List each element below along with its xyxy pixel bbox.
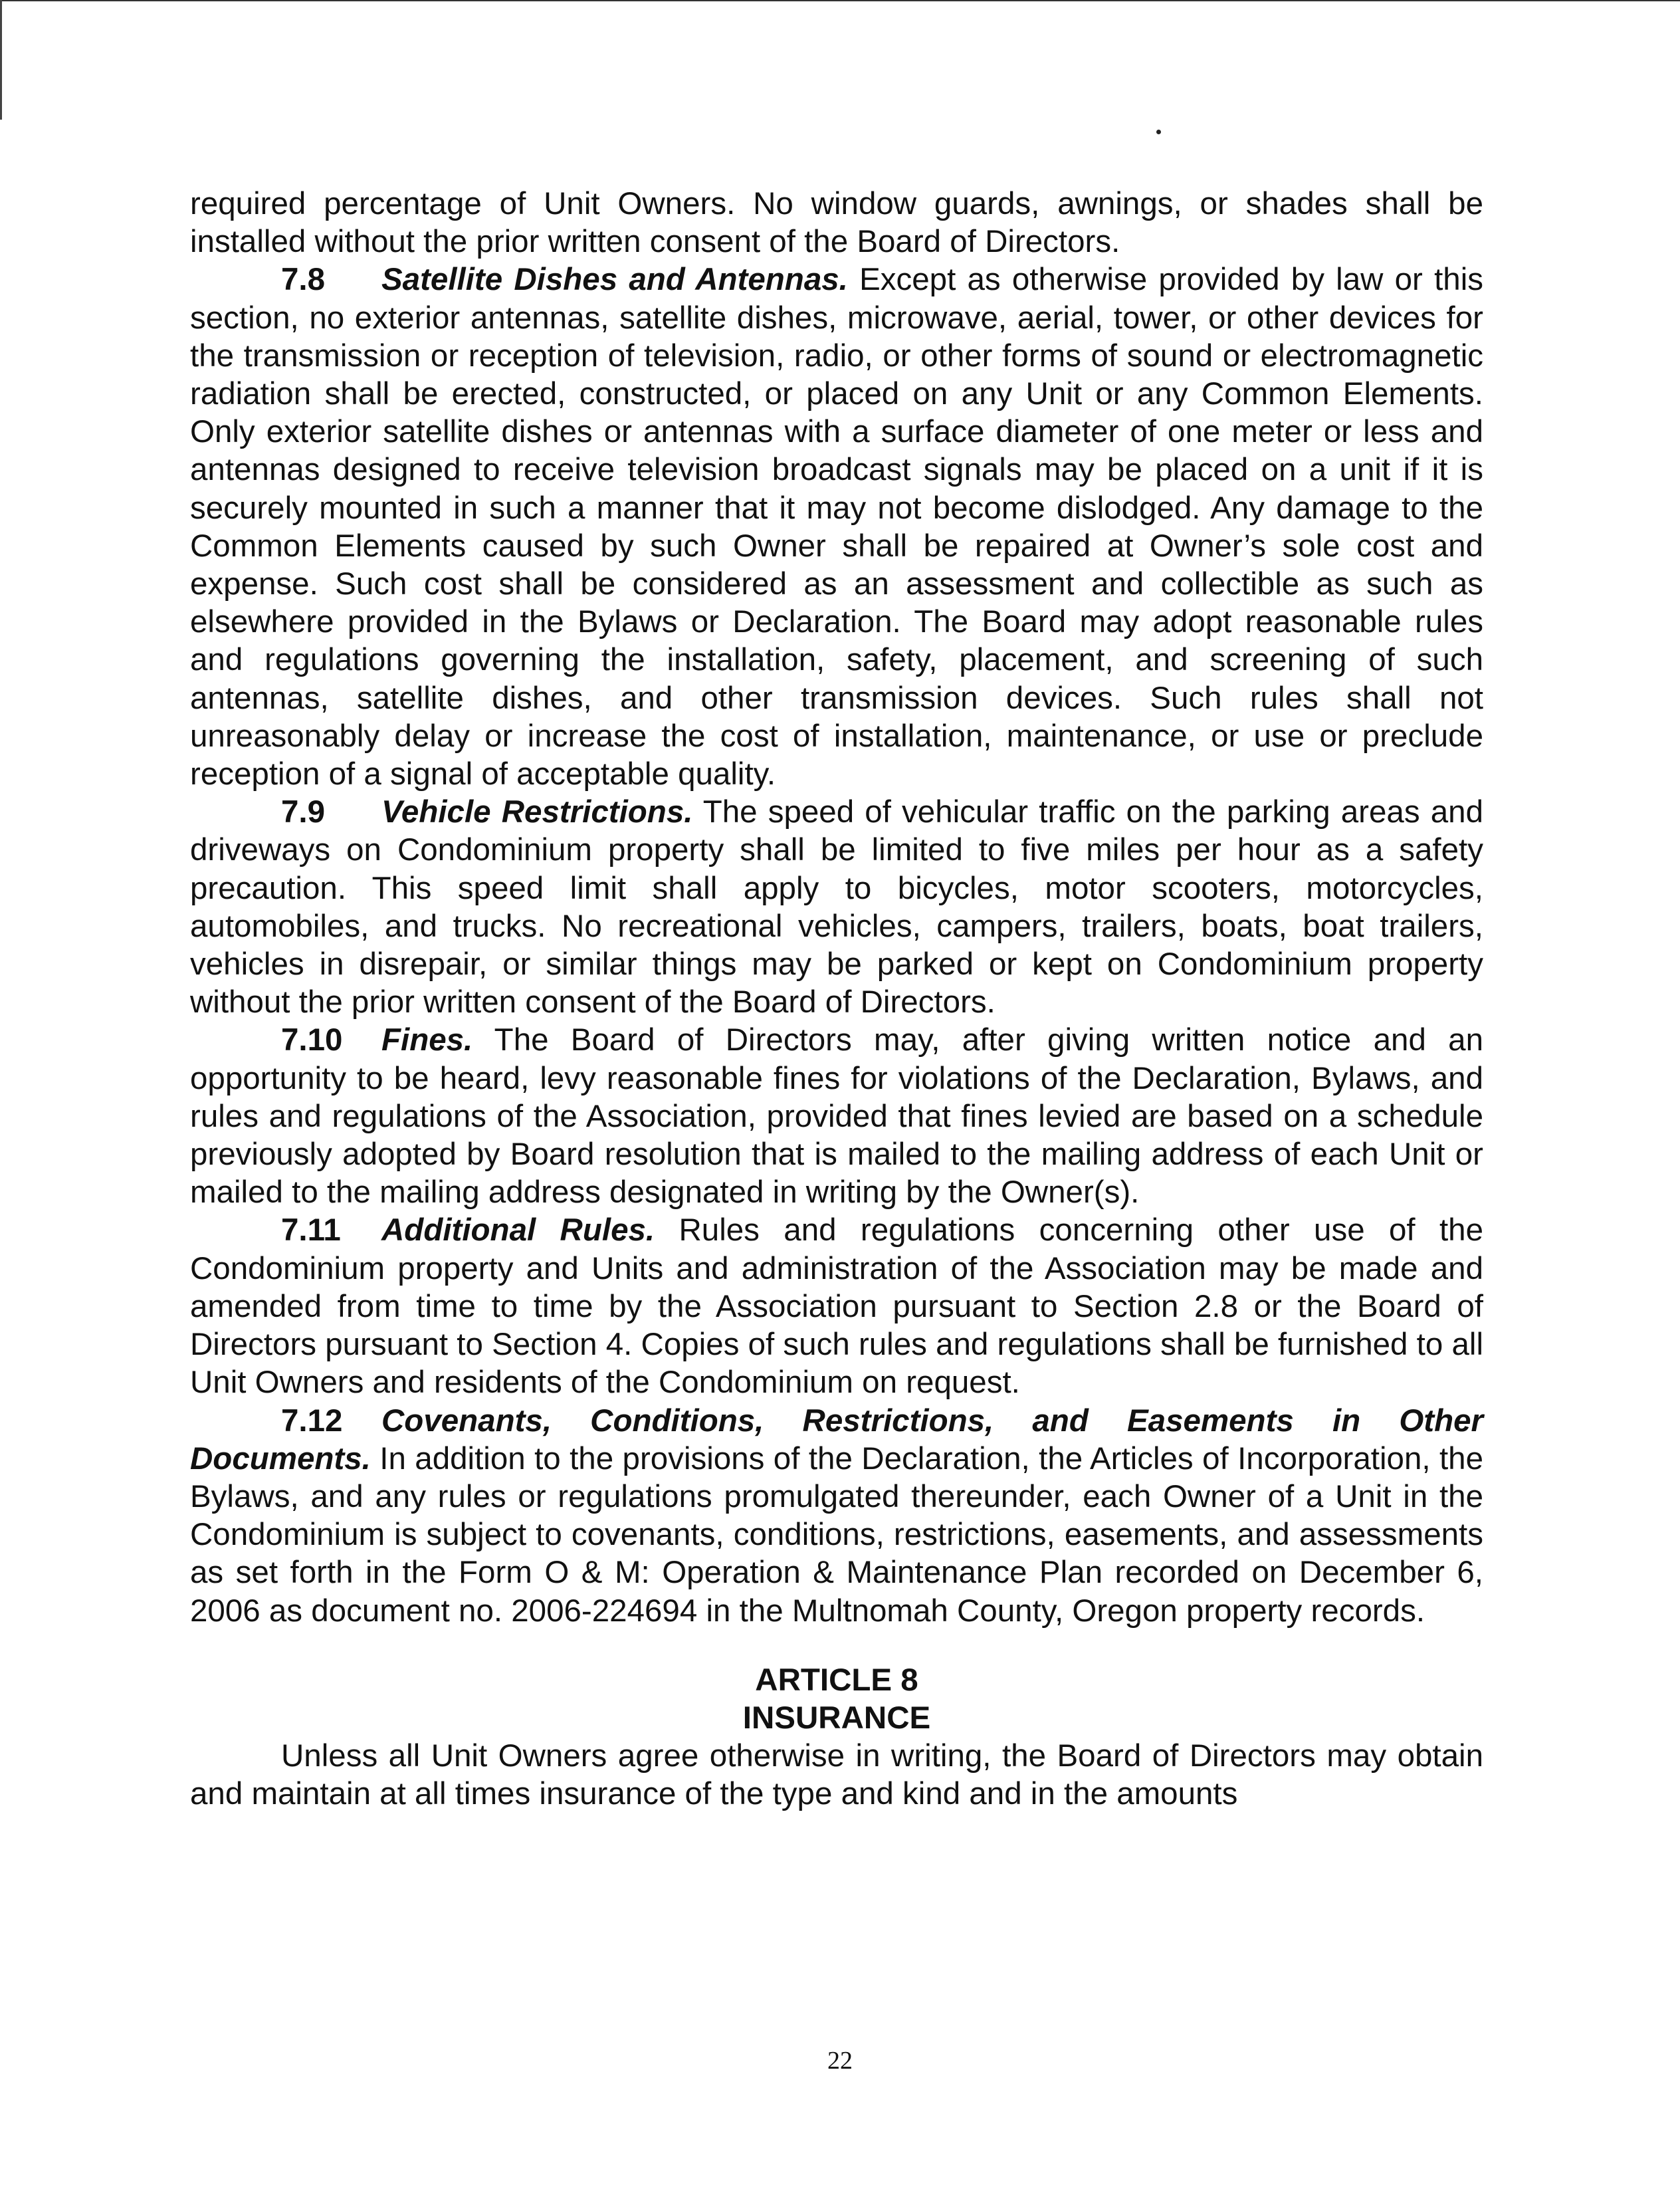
section-title: Vehicle Restrictions. (381, 794, 693, 830)
section-body: The speed of vehicular traffic on the parking areas and driveways on Condominium property shall be limited to five miles per hour as a safety precaution. This speed limit shall apply to bicycles, motor scooters, motorcycles, automobiles, and trucks. No recreational vehicles, campers, trailers, boats, boat trailers, vehicles in disrepair, or similar things may be parked or kept on Condominium property without the prior written consent of the Board of Directors. (190, 794, 1483, 1020)
article-paragraph: Unless all Unit Owners agree otherwise in writing, the Board of Directors may obtain and maintain at all times insurance of the type and kind and in the amounts (190, 1738, 1483, 1811)
section-title: Additional Rules. (381, 1212, 655, 1248)
section-title: Covenants, Conditions, Restrictions, and Easements in Other Documents. (190, 1403, 1483, 1476)
article-title: INSURANCE (742, 1700, 931, 1736)
scan-speck (1156, 130, 1161, 134)
section-title: Fines. (381, 1022, 473, 1058)
intro-paragraph: required percentage of Unit Owners. No window guards, awnings, or shades shall be installed without the prior written consent of the Board of Directors. (190, 186, 1483, 260)
section-7-12 (190, 1402, 1483, 1630)
section-number: 7.9 (281, 794, 326, 830)
section-7-10 (190, 1021, 1483, 1211)
scan-left-edge (0, 0, 2, 120)
section-body: In addition to the provisions of the Declaration, the Articles of Incorporation, the Bylaws, and any rules or regulations promulgated thereunder, each Owner of a Unit in the Condominium is subject to covenants, conditions, restrictions, easements, and assessments as set forth in the Form O & M: Operation & Maintenance Plan recorded on December 6, 2006 as document no. 2006-224694 in the Multnomah County, Oregon property records. (190, 1440, 1483, 1629)
section-7-9 (190, 793, 1483, 1021)
body-text (190, 185, 1483, 1813)
section-body: Except as otherwise provided by law or this section, no exterior antennas, satellite dishes, microwave, aerial, tower, or other devices for the transmission or reception of television, radio, or other forms of sound or electromagnetic radiation shall be erected, constructed, or placed on any Unit or any Common Elements. Only exterior satellite dishes or antennas with a surface diameter of one meter or less and antennas designed to receive television broadcast signals may be placed on a unit if it is securely mounted in such a manner that it may not become dislodged. Any damage to the Common Elements caused by such Owner shall be repaired at Owner’s sole cost and expense. Such cost shall be considered as an assessment and collectible as such as elsewhere provided in the Bylaws or Declaration. The Board may adopt reasonable rules and regulations governing the installation, safety, placement, and screening of such antennas, satellite dishes, and other transmission devices. Such rules shall not unreasonably delay or increase the cost of installation, maintenance, or use or preclude reception of a signal of acceptable quality. (190, 262, 1483, 792)
section-number: 7.11 (281, 1212, 341, 1248)
page-number: 22 (827, 2047, 853, 2075)
section-title: Satellite Dishes and Antennas. (381, 262, 848, 298)
section-body: Rules and regulations concerning other use of the Condominium property and Units and administration of the Association may be made and amended from time to time by the Association pursuant to Section 2.8 or the Board of Directors pursuant to Section 4. Copies of such rules and regulations shall be furnished to all Unit Owners and residents of the Condominium on request. (190, 1212, 1483, 1401)
section-number: 7.10 (281, 1022, 343, 1058)
scan-top-edge (0, 0, 1680, 1)
section-7-11 (190, 1211, 1483, 1401)
section-7-8 (190, 261, 1483, 793)
section-number: 7.8 (281, 262, 326, 298)
article-number: ARTICLE 8 (755, 1662, 918, 1698)
section-number: 7.12 (281, 1403, 343, 1439)
article-heading (190, 1661, 1483, 1737)
section-body: The Board of Directors may, after giving written notice and an opportunity to be heard, levy reasonable fines for violations of the Declaration, Bylaws, and rules and regulations of the Association, provided that fines levied are based on a schedule previously adopted by Board resolution that is mailed to the mailing address of each Unit or mailed to the mailing address designated in writing by the Owner(s). (190, 1022, 1483, 1210)
